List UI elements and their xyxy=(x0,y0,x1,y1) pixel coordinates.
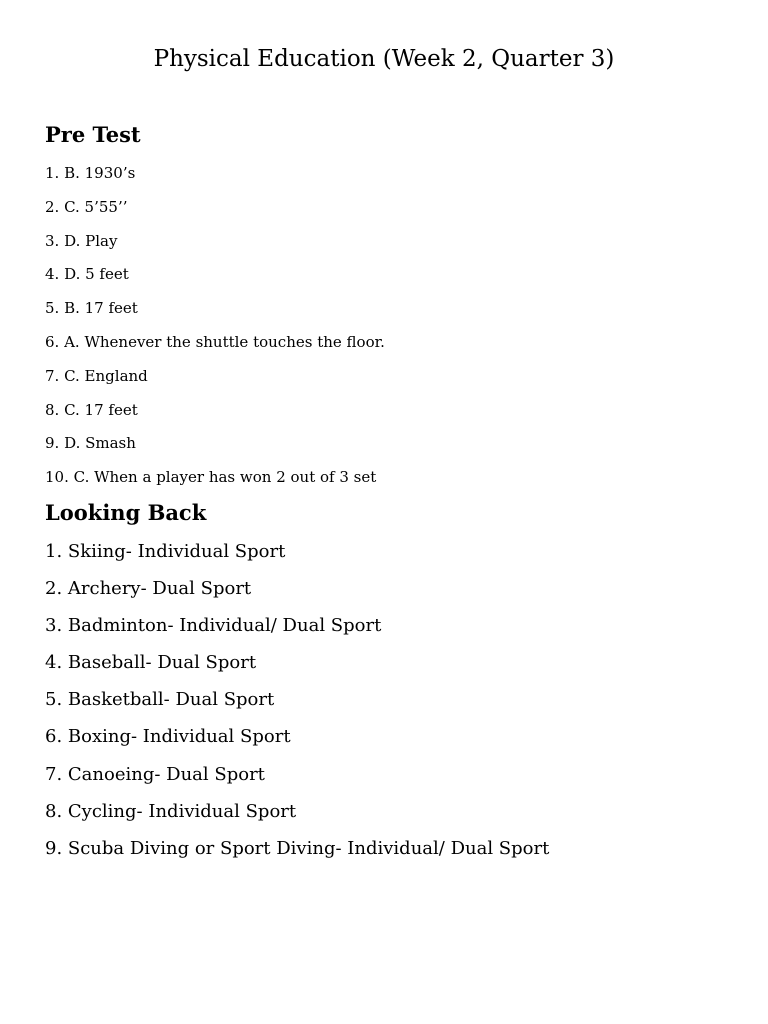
pre-test-answer-5: 5. B. 17 feet xyxy=(45,299,138,318)
looking-back-item-3: 3. Badminton- Individual/ Dual Sport xyxy=(45,615,382,637)
page-title: Physical Education (Week 2, Quarter 3) xyxy=(153,46,615,72)
pre-test-answer-8: 8. C. 17 feet xyxy=(45,400,138,419)
looking-back-item-6: 6. Boxing- Individual Sport xyxy=(45,726,291,748)
pre-test-answer-list xyxy=(45,164,385,502)
looking-back-item-1: 1. Skiing- Individual Sport xyxy=(45,541,286,562)
pre-test-answer-6: 6. A. Whenever the shuttle touches the floor. xyxy=(45,332,385,351)
pre-test-answer-7: 7. C. England xyxy=(45,366,148,385)
pre-test-answer-1: 1. B. 1930’s xyxy=(45,164,136,182)
looking-back-item-5: 5. Basketball- Dual Sport xyxy=(45,689,275,711)
pre-test-answer-9: 9. D. Smash xyxy=(45,434,136,453)
pre-test-heading: Pre Test xyxy=(45,122,141,147)
looking-back-item-8: 8. Cycling- Individual Sport xyxy=(45,800,297,822)
pre-test-answer-4: 4. D. 5 feet xyxy=(45,265,129,284)
pre-test-answer-3: 3. D. Play xyxy=(45,231,118,250)
looking-back-item-9: 9. Scuba Diving or Sport Diving- Individual/ Dual Sport xyxy=(45,837,550,859)
pre-test-answer-2: 2. C. 5’55’’ xyxy=(45,197,128,216)
looking-back-item-2: 2. Archery- Dual Sport xyxy=(45,578,252,600)
looking-back-heading: Looking Back xyxy=(45,500,207,525)
looking-back-list xyxy=(45,541,549,875)
pre-test-answer-10: 10. C. When a player has won 2 out of 3 set xyxy=(45,468,377,487)
looking-back-item-7: 7. Canoeing- Dual Sport xyxy=(45,763,265,785)
looking-back-item-4: 4. Baseball- Dual Sport xyxy=(45,652,257,674)
